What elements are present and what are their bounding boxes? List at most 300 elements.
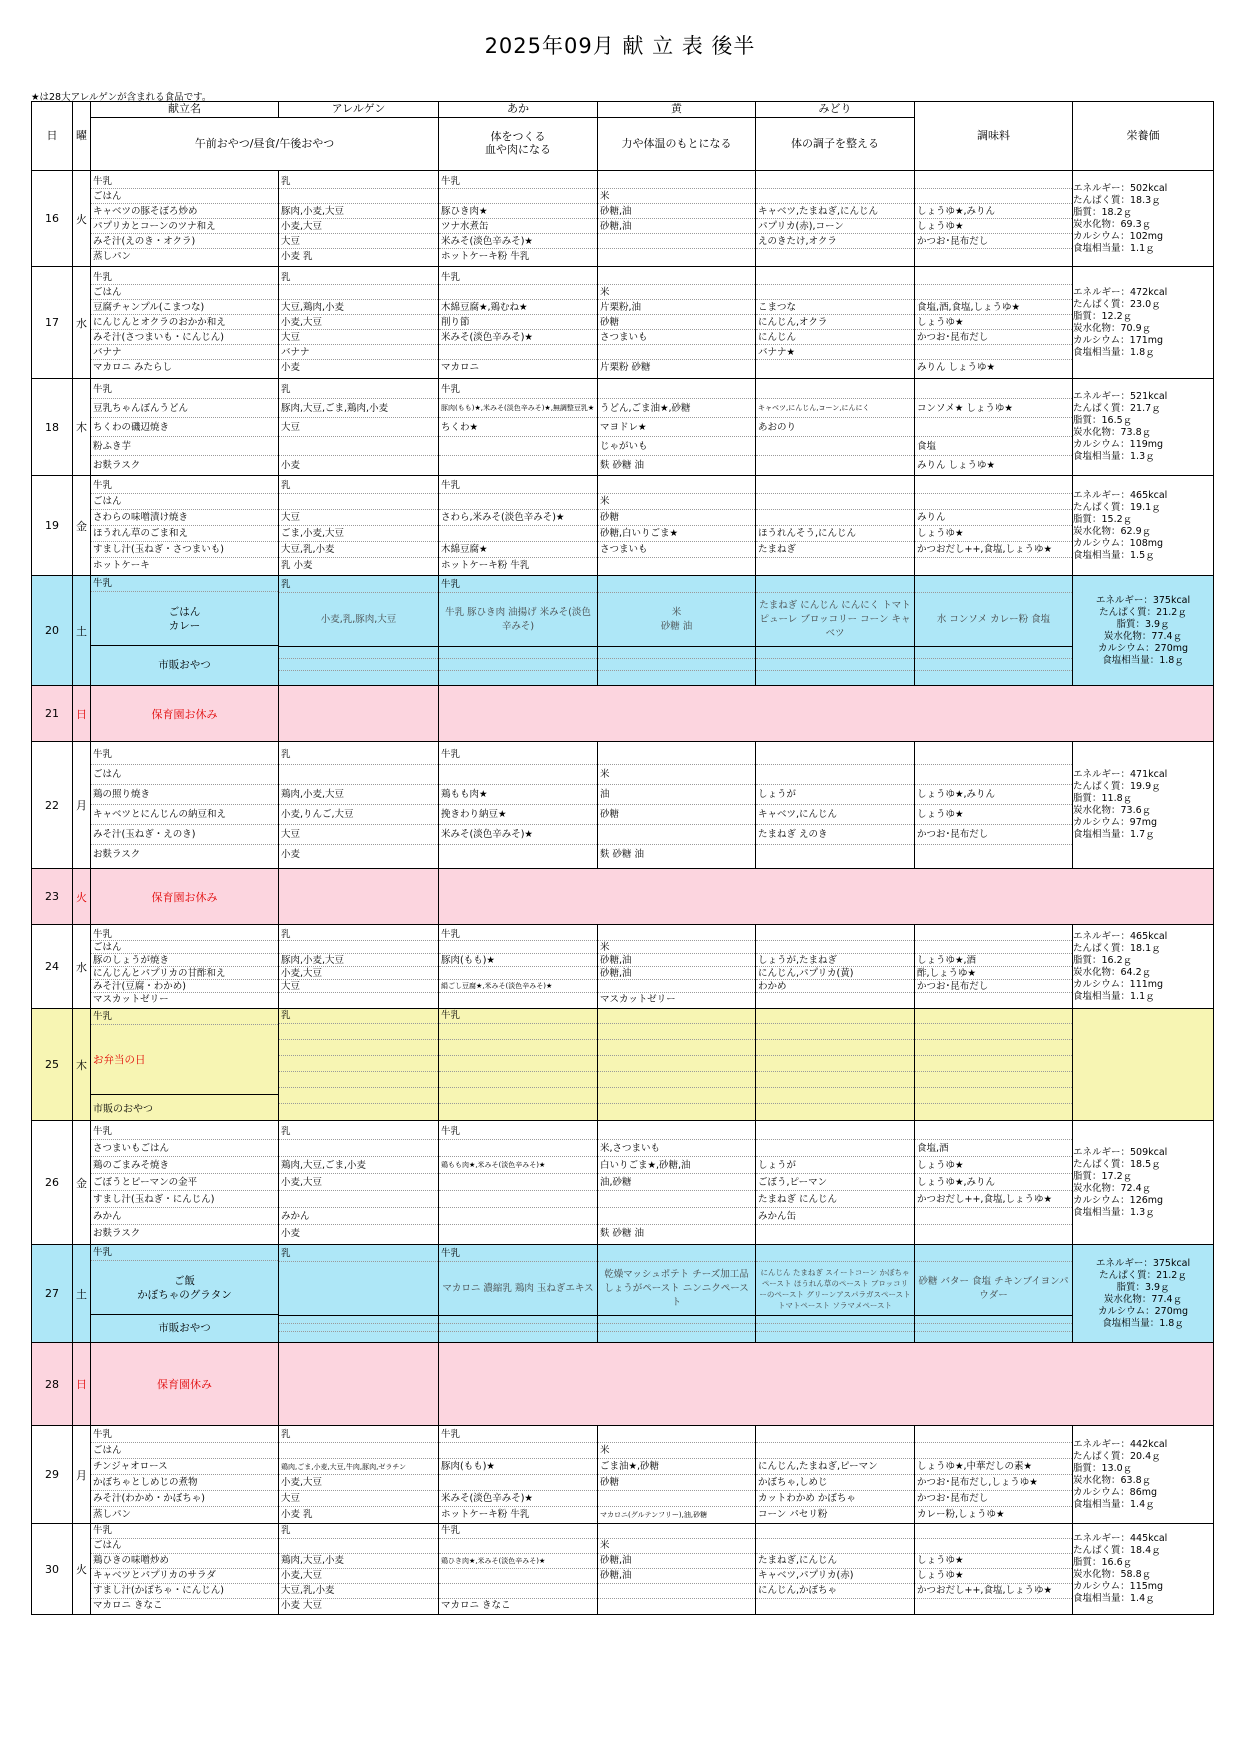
green-item (756, 765, 914, 785)
green-item: キャベツ,たまねぎ,にんじん (756, 204, 914, 219)
blank-line (915, 1316, 1072, 1324)
menu-item: キャベツとパプリカのサラダ (91, 1569, 278, 1584)
menu-item: 牛乳 (91, 577, 278, 592)
green-item: しょうが (756, 1157, 914, 1174)
allergen-item: 大豆 (279, 980, 438, 993)
day-number: 27 (32, 1245, 73, 1343)
allergen-item: 小麦,大豆 (279, 967, 438, 980)
day-row (32, 1343, 1214, 1426)
green-item: しょうが (756, 785, 914, 805)
menu-item: にんじんとオクラのおかか和え (91, 315, 278, 330)
nutrition-item: 炭水化物：58.8ｇ (1073, 1569, 1152, 1580)
green-item (756, 1443, 914, 1459)
red-item: ホットケーキ粉 牛乳 (441, 1508, 530, 1520)
seasoning-item: しょうゆ★ (915, 315, 1072, 330)
yellow-cell (598, 1121, 756, 1245)
allergen-item (279, 993, 438, 1006)
blank-line (598, 1072, 755, 1088)
green-cell (756, 1245, 915, 1343)
menu-item: ごはん (91, 285, 278, 300)
blank-line (598, 1104, 755, 1120)
red-item: さわら,米みそ(淡色辛みそ)★ (439, 510, 597, 526)
seasoning-item (915, 558, 1072, 574)
yellow-item: 麩 砂糖 油 (600, 849, 645, 860)
green-cell (756, 576, 915, 686)
yellow-item (598, 345, 755, 360)
blank-line (915, 1040, 1072, 1056)
green-item: わかめ (756, 980, 914, 993)
day-number: 17 (32, 267, 73, 379)
seasoning-cell (915, 1245, 1073, 1343)
green-item (756, 510, 914, 526)
seasoning-item (915, 345, 1072, 360)
nutrition-item: 食塩相当量：1.7ｇ (1073, 829, 1155, 840)
allergen-item (279, 285, 438, 300)
nutrition-item: たんぱく質：21.2ｇ (1099, 1269, 1187, 1281)
yellow-cell (598, 171, 756, 267)
nutrition-cell (1073, 1009, 1214, 1121)
allergen-item: 乳 (279, 270, 438, 285)
allergen-item: 小麦 (281, 362, 301, 373)
nutrition-item: たんぱく質：21.7ｇ (1073, 403, 1161, 414)
yellow-item (598, 1491, 755, 1507)
seasoning-item (915, 745, 1072, 765)
holiday-span (439, 869, 1214, 925)
seasoning-item (915, 270, 1072, 285)
yellow-item: ごま油★,砂糖 (598, 1459, 755, 1475)
day-row (32, 379, 1214, 476)
seasoning-cell (915, 476, 1073, 576)
red-item: 鶏もも肉★,米みそ(淡色辛みそ)★ (439, 1157, 597, 1174)
seasoning-item: カレー粉,しょうゆ★ (917, 1508, 1005, 1520)
green-cell (756, 476, 915, 576)
day-number: 21 (32, 686, 73, 742)
menu-item: すまし汁(玉ねぎ・にんじん) (91, 1191, 278, 1208)
red-item: 鶏もも肉★ (439, 785, 597, 805)
nutrition-item: 脂質：16.2ｇ (1073, 954, 1133, 966)
allergen-item (279, 437, 438, 456)
menu-item: 牛乳 (91, 380, 278, 399)
blank-line (756, 1040, 914, 1056)
yellow-cell (598, 476, 756, 576)
yellow-item: 砂糖,油 (598, 967, 755, 980)
green-item (756, 745, 914, 765)
green-item: パプリカ(赤),コーン (756, 219, 914, 234)
red-item (439, 1475, 597, 1491)
nutrition-item: エネルギー：465kcal (1073, 930, 1168, 942)
blank-line (279, 1056, 438, 1072)
blank-line (598, 1040, 755, 1056)
day-number: 16 (32, 171, 73, 267)
allergen-item (279, 1539, 438, 1554)
header-green-sub: 体の調子を整える (756, 118, 915, 171)
allergen-item: 乳 (279, 1123, 438, 1140)
yellow-item: マカロニ(グルテンフリー),油,砂糖 (600, 1510, 708, 1519)
seasoning-cell (915, 1524, 1073, 1615)
red-item: 牛乳 (439, 745, 597, 765)
menu-item: 鶏のごまみそ焼き (91, 1157, 278, 1174)
nutrition-item: 脂質：3.9ｇ (1116, 1281, 1170, 1293)
nutrition-cell (1073, 476, 1214, 576)
nutrition-item: 食塩相当量：1.8ｇ (1102, 1317, 1184, 1329)
day-of-week: 火 (73, 1524, 91, 1615)
green-item: かぼちゃ,しめじ (756, 1475, 914, 1491)
seasoning-item: しょうゆ★ (915, 219, 1072, 234)
menu-item: 市販おやつ (158, 1322, 211, 1334)
green-item (756, 380, 914, 399)
allergen-item: 小麦,大豆 (279, 315, 438, 330)
allergen-cell (279, 742, 439, 869)
menu-item: キャベツとにんじんの納豆和え (91, 805, 278, 825)
blank-line (439, 671, 597, 683)
seasoning-cell (915, 1121, 1073, 1245)
day-of-week: 土 (73, 1245, 91, 1343)
red-item (439, 845, 597, 865)
day-row (32, 576, 1214, 686)
green-item: こまつな (756, 300, 914, 315)
nutrition-item: 食塩相当量：1.3ｇ (1073, 1206, 1155, 1218)
blank-line (439, 659, 597, 671)
blank-line (756, 1072, 914, 1088)
nutrition-item: たんぱく質：20.4ｇ (1073, 1450, 1161, 1462)
green-item (756, 845, 914, 865)
seasoning-item (915, 1539, 1072, 1554)
allergen-item: 鶏肉,大豆,小麦 (279, 1554, 438, 1569)
red-item: 牛乳 (439, 380, 597, 399)
seasoning-item: かつおだし++,食塩,しょうゆ★ (915, 542, 1072, 558)
allergen-item: 乳 (279, 1247, 438, 1262)
yellow-item (598, 980, 755, 993)
nutrition-item: たんぱく質：18.3ｇ (1073, 194, 1161, 206)
blank-line (598, 1056, 755, 1072)
menu-item: さつまいもごはん (91, 1140, 278, 1157)
nutrition-item: 脂質：11.8ｇ (1073, 793, 1133, 804)
green-cell (756, 1121, 915, 1245)
green-item (756, 941, 914, 954)
seasoning-item (915, 418, 1072, 437)
day-row (32, 171, 1214, 267)
blank-line (279, 1324, 438, 1332)
menu-item: 豚のしょうが焼き (91, 954, 278, 967)
yellow-item: じゃがいも (598, 437, 755, 456)
seasoning-item (915, 285, 1072, 300)
menu-item: 蒸しパン (93, 1508, 132, 1520)
green-item: みかん缶 (756, 1208, 914, 1225)
seasoning-item (915, 1599, 1072, 1614)
seasoning-item (915, 1443, 1072, 1459)
menu-item: かぼちゃとしめじの煮物 (91, 1475, 278, 1491)
holiday-empty (279, 1343, 439, 1426)
menu-item: 市販おやつ (158, 659, 211, 671)
yellow-cell (598, 1524, 756, 1615)
red-item: 牛乳 (439, 270, 597, 285)
red-cell (439, 1121, 598, 1245)
menu-item: みそ汁(玉ねぎ・えのき) (91, 825, 278, 845)
yellow-item: 片栗粉,油 (598, 300, 755, 315)
allergen-cell (279, 476, 439, 576)
blank-line (598, 671, 755, 683)
allergen-note: ★は28大アレルゲンが含まれる食品です。 (31, 92, 212, 103)
day-row (32, 1524, 1214, 1615)
seasoning-item (915, 1208, 1072, 1225)
menu-item: 牛乳 (91, 1524, 278, 1539)
green-item (756, 437, 914, 456)
red-item (439, 1191, 597, 1208)
red-item (439, 1539, 597, 1554)
yellow-cell (598, 267, 756, 379)
allergen-item: 小麦 (281, 1228, 301, 1239)
nutrition-item: 脂質：12.2ｇ (1073, 310, 1133, 322)
seasoning-item: みりん しょうゆ★ (917, 362, 996, 373)
red-item: 木綿豆腐★ (439, 542, 597, 558)
blank-line (915, 1072, 1072, 1088)
nutrition-item: 脂質：16.6ｇ (1073, 1557, 1133, 1568)
menu-item: 牛乳 (91, 174, 278, 189)
red-item: 牛乳 (439, 174, 597, 189)
yellow-item (598, 1191, 755, 1208)
yellow-item: 砂糖,油 (598, 219, 755, 234)
allergen-item: 乳 (279, 578, 438, 593)
yellow-item (598, 380, 755, 399)
green-item (756, 1599, 914, 1614)
yellow-item: 米 (598, 1443, 755, 1459)
menu-item: ごぼうとピーマンの金平 (91, 1174, 278, 1191)
seasoning-item (915, 1524, 1072, 1539)
allergen-item: 大豆,鶏肉,小麦 (279, 300, 438, 315)
red-item (439, 1174, 597, 1191)
seasoning-item (915, 189, 1072, 204)
seasoning-cell (915, 1009, 1073, 1121)
yellow-item: 砂糖 (598, 1475, 755, 1491)
blank-line (598, 1316, 755, 1324)
red-item: 豚肉(もも)★ (439, 1459, 597, 1475)
blank-line (915, 1332, 1072, 1340)
red-item: 米みそ(淡色辛みそ)★ (439, 234, 597, 249)
allergen-item: 大豆,乳,小麦 (279, 542, 438, 558)
yellow-item (598, 1524, 755, 1539)
green-cell (756, 1524, 915, 1615)
green-item (756, 189, 914, 204)
green-item: しょうが,たまねぎ (756, 954, 914, 967)
menu-item: マスカットゼリー (93, 993, 169, 1005)
day-number: 29 (32, 1426, 73, 1524)
day-of-week: 木 (73, 379, 91, 476)
header-dow: 曜 (73, 102, 91, 171)
nutrition-cell (1073, 1121, 1214, 1245)
red-item: 牛乳 (439, 478, 597, 494)
yellow-item (598, 270, 755, 285)
day-number: 19 (32, 476, 73, 576)
green-item (756, 1247, 914, 1262)
nutrition-item: エネルギー：521kcal (1073, 391, 1168, 402)
allergen-item: 豚肉,小麦,大豆 (279, 204, 438, 219)
menu-item: 豆腐チャンプル(こまつな) (91, 300, 278, 315)
blank-line (598, 1024, 755, 1040)
menu-item: ホットケーキ (93, 559, 150, 571)
nutrition-item: 炭水化物：77.4ｇ (1103, 1293, 1183, 1305)
seasoning-item: しょうゆ★ (915, 1157, 1072, 1174)
seasoning-item (915, 1123, 1072, 1140)
yellow-item (598, 1247, 755, 1262)
day-of-week: 月 (73, 742, 91, 869)
green-cell (756, 1426, 915, 1524)
green-item: たまねぎ えのき (756, 825, 914, 845)
nutrition-cell (1073, 576, 1214, 686)
green-item: にんじん,たまねぎ,ピーマン (756, 1459, 914, 1475)
green-item: ごぼう,ピーマン (756, 1174, 914, 1191)
nutrition-item: たんぱく質：19.9ｇ (1073, 781, 1161, 792)
yellow-cell (598, 379, 756, 476)
seasoning-item (915, 380, 1072, 399)
header-menu-top: 献立名 (91, 102, 279, 118)
blank-line (439, 1316, 597, 1324)
allergen-item: 大豆,乳,小麦 (279, 1584, 438, 1599)
menu-cell (91, 1121, 279, 1245)
blank-line (756, 1316, 914, 1324)
nutrition-item: カルシウム：115mg (1073, 1581, 1164, 1592)
yellow-item (598, 1009, 755, 1024)
seasoning-item (915, 1225, 1072, 1242)
allergen-item: 小麦 大豆 (281, 1600, 323, 1611)
green-cell (756, 171, 915, 267)
menu-item: 牛乳 (91, 745, 278, 765)
nutrition-item: 脂質：18.2ｇ (1073, 206, 1133, 218)
green-item (756, 1225, 914, 1242)
blank-line (756, 1056, 914, 1072)
yellow-item: 砂糖 (598, 510, 755, 526)
red-item: 牛乳 豚ひき肉 油揚げ 米みそ(淡色辛みそ) (439, 593, 597, 647)
red-item: ツナ水煮缶 (439, 219, 597, 234)
blank-line (756, 1088, 914, 1104)
allergen-item: 小麦,大豆 (279, 1174, 438, 1191)
day-of-week: 火 (73, 171, 91, 267)
yellow-item: 砂糖,油 (598, 1569, 755, 1584)
seasoning-item: 食塩 (915, 437, 1072, 456)
red-item (439, 941, 597, 954)
seasoning-item (915, 928, 1072, 941)
day-number: 30 (32, 1524, 73, 1615)
nutrition-item: エネルギー：472kcal (1073, 286, 1168, 298)
nutrition-item: 炭水化物：73.6ｇ (1073, 805, 1152, 816)
yellow-item: 麩 砂糖 油 (600, 459, 645, 471)
allergen-item: 小麦 (281, 459, 301, 471)
blank-line (439, 1056, 597, 1072)
blank-line (279, 659, 438, 671)
green-item (756, 928, 914, 941)
nutrition-item: 食塩相当量：1.3ｇ (1073, 451, 1155, 462)
red-cell (439, 267, 598, 379)
red-cell (439, 576, 598, 686)
red-item: 削り節 (439, 315, 597, 330)
yellow-item: 米 (598, 285, 755, 300)
day-row (32, 742, 1214, 869)
yellow-item (598, 174, 755, 189)
seasoning-item (915, 494, 1072, 510)
red-item: 牛乳 (439, 1009, 597, 1024)
seasoning-item: 水 コンソメ カレー粉 食塩 (915, 593, 1072, 647)
red-item: 豚肉(もも)★,米みそ(淡色辛みそ)★,無調整豆乳★ (439, 399, 597, 418)
yellow-item: マスカットゼリー (600, 993, 676, 1005)
red-cell (439, 379, 598, 476)
allergen-cell (279, 171, 439, 267)
menu-cell (91, 742, 279, 869)
blank-line (279, 1316, 438, 1324)
allergen-item (279, 941, 438, 954)
green-item (756, 478, 914, 494)
allergen-item: 小麦 乳 (281, 250, 313, 262)
green-item: バナナ★ (756, 345, 914, 360)
seasoning-item: かつお･昆布だし (915, 234, 1072, 249)
red-item: 豚肉(もも)★ (439, 954, 597, 967)
menu-item: 牛乳 (91, 1123, 278, 1140)
menu-item: みそ汁(わかめ・かぼちゃ) (91, 1491, 278, 1507)
menu-item: 牛乳 (91, 478, 278, 494)
seasoning-item: しょうゆ★,みりん (915, 785, 1072, 805)
blank-line (439, 1324, 597, 1332)
blank-line (439, 1088, 597, 1104)
allergen-item: 豚肉,小麦,大豆 (279, 954, 438, 967)
nutrition-item: 炭水化物：70.9ｇ (1073, 322, 1152, 334)
day-of-week: 金 (73, 1121, 91, 1245)
day-number: 25 (32, 1009, 73, 1121)
allergen-item: 小麦 乳 (281, 1508, 313, 1520)
allergen-item: 鶏肉,大豆,ごま,小麦 (279, 1157, 438, 1174)
yellow-item (598, 234, 755, 249)
green-item: にんじん,かぼちゃ (756, 1584, 914, 1599)
red-item (439, 456, 597, 475)
green-item: あおのり (756, 418, 914, 437)
allergen-item: ごま,小麦,大豆 (279, 526, 438, 542)
allergen-item: 大豆 (279, 330, 438, 345)
menu-item: みそ汁(豆腐・わかめ) (91, 980, 278, 993)
nutrition-item: 炭水化物：63.8ｇ (1073, 1474, 1152, 1486)
yellow-cell (598, 742, 756, 869)
allergen-item: 乳 (279, 478, 438, 494)
menu-item: 牛乳 (91, 1246, 278, 1261)
green-item (756, 285, 914, 300)
nutrition-item: たんぱく質：21.2ｇ (1099, 606, 1187, 618)
blank-line (756, 1324, 914, 1332)
green-item: ほうれんそう,にんじん (756, 526, 914, 542)
menu-item: お麩ラスク (93, 849, 141, 860)
header-yellow: 黄 (598, 102, 756, 118)
yellow-cell (598, 1426, 756, 1524)
seasoning-item: かつお･昆布だし (915, 1491, 1072, 1507)
green-item: カットわかめ かぼちゃ (756, 1491, 914, 1507)
red-item: マカロニ きなこ (441, 1600, 511, 1611)
nutrition-item: エネルギー：465kcal (1073, 489, 1168, 501)
red-cell (439, 1426, 598, 1524)
yellow-item: 米 (598, 941, 755, 954)
seasoning-item: しょうゆ★ (915, 805, 1072, 825)
nutrition-item: 食塩相当量：1.4ｇ (1073, 1498, 1155, 1510)
seasoning-item (915, 845, 1072, 865)
allergen-item (279, 1140, 438, 1157)
red-item: 米みそ(淡色辛みそ)★ (439, 330, 597, 345)
red-cell (439, 171, 598, 267)
menu-item: さわらの味噌漬け焼き (91, 510, 278, 526)
menu-cell (91, 267, 279, 379)
red-item (439, 967, 597, 980)
seasoning-item: かつお･昆布だし (915, 825, 1072, 845)
red-cell (439, 1524, 598, 1615)
red-item (439, 494, 597, 510)
green-item (756, 270, 914, 285)
nutrition-item: 食塩相当量：1.8ｇ (1073, 346, 1155, 358)
blank-line (756, 1332, 914, 1340)
green-item: にんじん,パプリカ(黄) (756, 967, 914, 980)
day-of-week: 金 (73, 476, 91, 576)
